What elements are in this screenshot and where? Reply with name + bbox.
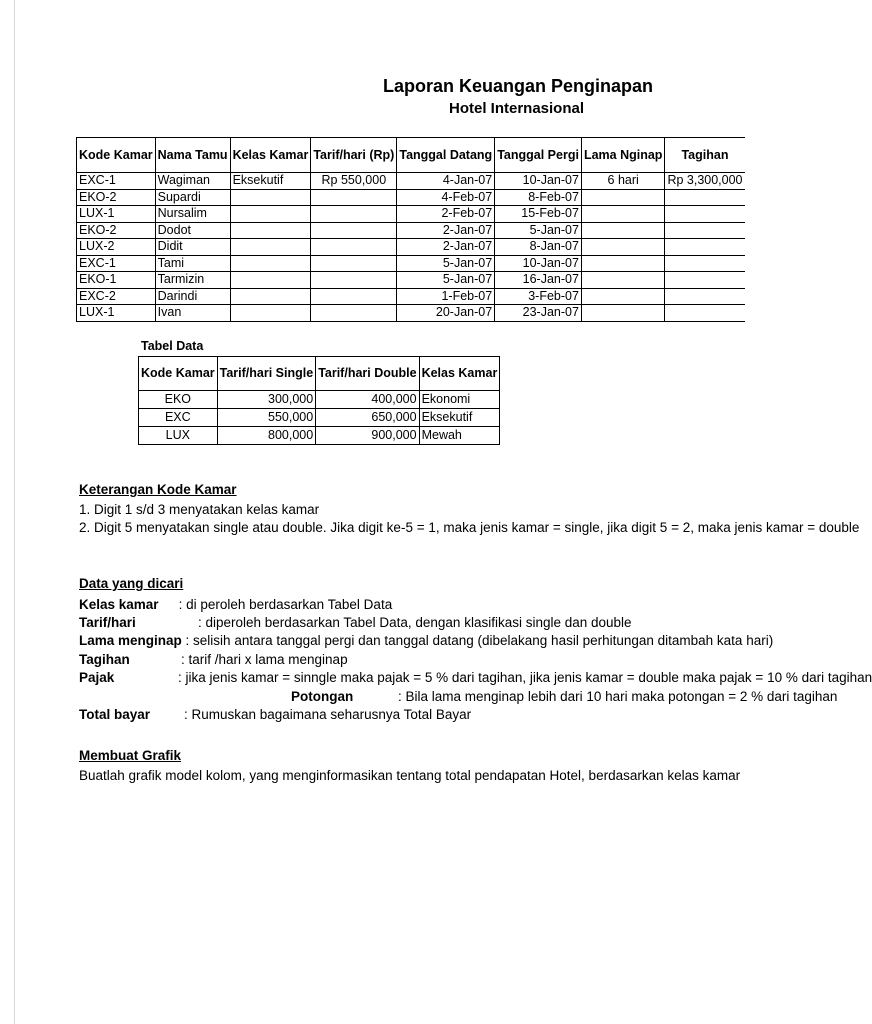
cell-datang[interactable]: 1-Feb-07 xyxy=(397,288,495,305)
table-header-row xyxy=(77,138,745,173)
cell-tagihan[interactable] xyxy=(665,255,745,272)
cell-nama[interactable]: Nursalim xyxy=(155,206,230,223)
pajak-line xyxy=(79,669,872,687)
cell-tarif[interactable] xyxy=(311,239,397,256)
header-kode-kamar: Kode Kamar xyxy=(77,138,156,173)
kelas-kamar-label: Kelas kamar xyxy=(79,597,159,612)
grafik-text: Buatlah grafik model kolom, yang menginformasikan tentang total pendapatan Hotel, berdasarkan kelas kamar xyxy=(79,768,741,783)
cell-kode[interactable]: EKO-1 xyxy=(77,272,156,289)
cell-tarif[interactable] xyxy=(311,189,397,206)
header-tanggal-pergi: Tanggal Pergi xyxy=(495,138,582,173)
cell-kelas[interactable] xyxy=(230,239,311,256)
cell-kode[interactable]: LUX-1 xyxy=(77,206,156,223)
cell-lama[interactable] xyxy=(581,189,665,206)
cell-tarif[interactable] xyxy=(311,272,397,289)
header-tarif: Tarif/hari (Rp) xyxy=(311,138,397,173)
cell-nama[interactable]: Ivan xyxy=(155,305,230,322)
table-row xyxy=(77,305,745,322)
cell-lama[interactable] xyxy=(581,305,665,322)
rate-header-double: Tarif/hari Double xyxy=(316,357,419,391)
cell-tarif[interactable] xyxy=(311,305,397,322)
rate-row xyxy=(139,391,500,409)
cell-nama[interactable]: Darindi xyxy=(155,288,230,305)
cell-tarif[interactable] xyxy=(311,288,397,305)
cell-kelas[interactable] xyxy=(230,272,311,289)
cell-pergi[interactable]: 10-Jan-07 xyxy=(495,173,582,190)
rate-cell-kelas[interactable]: Ekonomi xyxy=(419,391,500,409)
tarif-line xyxy=(79,614,632,632)
cell-datang[interactable]: 20-Jan-07 xyxy=(397,305,495,322)
header-nama-tamu: Nama Tamu xyxy=(155,138,230,173)
header-tagihan: Tagihan xyxy=(665,138,745,173)
cell-pergi[interactable]: 10-Jan-07 xyxy=(495,255,582,272)
cell-tagihan[interactable] xyxy=(665,222,745,239)
table-row xyxy=(77,288,745,305)
cell-tagihan[interactable] xyxy=(665,288,745,305)
table-row xyxy=(77,239,745,256)
header-tanggal-datang: Tanggal Datang xyxy=(397,138,495,173)
table-row xyxy=(77,189,745,206)
cell-pergi[interactable]: 23-Jan-07 xyxy=(495,305,582,322)
total-bayar-text: : Rumuskan bagaimana seharusnya Total Bayar xyxy=(184,707,472,722)
cell-kode[interactable]: LUX-1 xyxy=(77,305,156,322)
cell-kode[interactable]: LUX-2 xyxy=(77,239,156,256)
cell-tagihan[interactable] xyxy=(665,305,745,322)
cell-lama[interactable] xyxy=(581,255,665,272)
report-subtitle: Hotel Internasional xyxy=(449,100,585,117)
table-row xyxy=(77,255,745,272)
cell-kelas[interactable] xyxy=(230,189,311,206)
cell-nama[interactable]: Tami xyxy=(155,255,230,272)
cell-nama[interactable]: Wagiman xyxy=(155,173,230,190)
header-kelas-kamar: Kelas Kamar xyxy=(230,138,311,173)
cell-kode[interactable]: EKO-2 xyxy=(77,222,156,239)
data-dicari-heading: Data yang dicari xyxy=(79,576,184,591)
cell-pergi[interactable]: 15-Feb-07 xyxy=(495,206,582,223)
rate-cell-single[interactable]: 550,000 xyxy=(217,409,316,427)
rate-header-kode: Kode Kamar xyxy=(139,357,218,391)
guest-table xyxy=(76,137,745,322)
rate-cell-kode[interactable]: LUX xyxy=(139,427,218,445)
rate-cell-kelas[interactable]: Eksekutif xyxy=(419,409,500,427)
cell-lama[interactable] xyxy=(581,206,665,223)
cell-kode[interactable]: EXC-1 xyxy=(77,173,156,190)
cell-kelas[interactable] xyxy=(230,255,311,272)
rate-cell-kode[interactable]: EXC xyxy=(139,409,218,427)
cell-lama[interactable] xyxy=(581,222,665,239)
rate-row xyxy=(139,427,500,445)
tarif-text: : diperoleh berdasarkan Tabel Data, dengan klasifikasi single dan double xyxy=(198,615,632,630)
rate-cell-kode[interactable]: EKO xyxy=(139,391,218,409)
cell-kelas[interactable]: Eksekutif xyxy=(230,173,311,190)
lama-menginap-label: Lama menginap xyxy=(79,633,182,648)
cell-tarif[interactable] xyxy=(311,255,397,272)
report-title: Laporan Keuangan Penginapan xyxy=(383,76,654,96)
cell-tagihan[interactable] xyxy=(665,239,745,256)
cell-datang[interactable]: 2-Jan-07 xyxy=(397,222,495,239)
rate-table xyxy=(138,356,500,445)
cell-pergi[interactable]: 3-Feb-07 xyxy=(495,288,582,305)
table-row xyxy=(77,173,745,190)
cell-kelas[interactable] xyxy=(230,305,311,322)
cell-kode[interactable]: EXC-1 xyxy=(77,255,156,272)
cell-lama[interactable] xyxy=(581,272,665,289)
cell-pergi[interactable]: 8-Jan-07 xyxy=(495,239,582,256)
tagihan-text: : tarif /hari x lama menginap xyxy=(181,652,348,667)
rate-header-single: Tarif/hari Single xyxy=(217,357,316,391)
cell-kelas[interactable] xyxy=(230,206,311,223)
cell-kode[interactable]: EKO-2 xyxy=(77,189,156,206)
rate-cell-double[interactable]: 650,000 xyxy=(316,409,419,427)
cell-tagihan[interactable] xyxy=(665,189,745,206)
cell-tagihan[interactable] xyxy=(665,206,745,223)
grafik-heading: Membuat Grafik xyxy=(79,748,182,763)
total-bayar-line xyxy=(79,706,471,724)
cell-kode[interactable]: EXC-2 xyxy=(77,288,156,305)
total-bayar-label: Total bayar xyxy=(79,707,151,722)
cell-kelas[interactable] xyxy=(230,288,311,305)
header-lama-nginap: Lama Nginap xyxy=(581,138,665,173)
potongan-text: : Bila lama menginap lebih dari 10 hari maka potongan = 2 % dari tagihan xyxy=(398,689,838,704)
table-row xyxy=(77,222,745,239)
cell-datang[interactable]: 5-Jan-07 xyxy=(397,255,495,272)
table-row xyxy=(77,272,745,289)
cell-datang[interactable]: 2-Feb-07 xyxy=(397,206,495,223)
lama-menginap-text: : selisih antara tanggal pergi dan tanggal datang (dibelakang hasil perhitungan ditambah kata hari) xyxy=(185,633,774,648)
cell-datang[interactable]: 2-Jan-07 xyxy=(397,239,495,256)
rate-header-kelas: Kelas Kamar xyxy=(419,357,500,391)
rate-header-row xyxy=(139,357,500,391)
tagihan-label: Tagihan xyxy=(79,652,130,667)
rate-cell-single[interactable]: 300,000 xyxy=(217,391,316,409)
cell-datang[interactable]: 4-Jan-07 xyxy=(397,173,495,190)
cell-datang[interactable]: 4-Feb-07 xyxy=(397,189,495,206)
cell-lama[interactable] xyxy=(581,288,665,305)
cell-pergi[interactable]: 16-Jan-07 xyxy=(495,272,582,289)
pajak-text: : jika jenis kamar = sinngle maka pajak = 5 % dari tagihan, jika jenis kamar = double maka pajak = 10 % dari tagihan xyxy=(178,670,872,685)
cell-nama[interactable]: Tarmizin xyxy=(155,272,230,289)
cell-tagihan[interactable]: Rp 3,300,000 xyxy=(665,173,745,190)
rate-row xyxy=(139,409,500,427)
cell-tarif[interactable] xyxy=(311,222,397,239)
lama-menginap-line xyxy=(79,632,773,650)
cell-lama[interactable]: 6 hari xyxy=(581,173,665,190)
tagihan-line xyxy=(79,651,348,669)
potongan-label: Potongan xyxy=(291,689,354,704)
keterangan-heading: Keterangan Kode Kamar xyxy=(79,482,237,497)
tabel-data-label: Tabel Data xyxy=(141,339,204,353)
cell-kelas[interactable] xyxy=(230,222,311,239)
keterangan-line-2: 2. Digit 5 menyatakan single atau double. Jika digit ke-5 = 1, maka jenis kamar = single, jika digit 5 = 2, maka jenis kamar = double xyxy=(79,520,860,535)
cell-tagihan[interactable] xyxy=(665,272,745,289)
cell-datang[interactable]: 5-Jan-07 xyxy=(397,272,495,289)
cell-nama[interactable]: Supardi xyxy=(155,189,230,206)
cell-pergi[interactable]: 8-Feb-07 xyxy=(495,189,582,206)
cell-tarif[interactable]: Rp 550,000 xyxy=(311,173,397,190)
kelas-kamar-text: : di peroleh berdasarkan Tabel Data xyxy=(178,597,393,612)
tarif-label: Tarif/hari xyxy=(79,615,136,630)
kelas-kamar-line xyxy=(79,596,392,614)
cell-pergi[interactable]: 5-Jan-07 xyxy=(495,222,582,239)
pajak-label: Pajak xyxy=(79,670,115,685)
cell-nama[interactable]: Dodot xyxy=(155,222,230,239)
cell-tarif[interactable] xyxy=(311,206,397,223)
rate-cell-kelas[interactable]: Mewah xyxy=(419,427,500,445)
potongan-line xyxy=(291,688,837,706)
keterangan-line-1: 1. Digit 1 s/d 3 menyatakan kelas kamar xyxy=(79,502,320,517)
cell-lama[interactable] xyxy=(581,239,665,256)
cell-nama[interactable]: Didit xyxy=(155,239,230,256)
rate-cell-single[interactable]: 800,000 xyxy=(217,427,316,445)
rate-cell-double[interactable]: 400,000 xyxy=(316,391,419,409)
rate-cell-double[interactable]: 900,000 xyxy=(316,427,419,445)
table-row xyxy=(77,206,745,223)
